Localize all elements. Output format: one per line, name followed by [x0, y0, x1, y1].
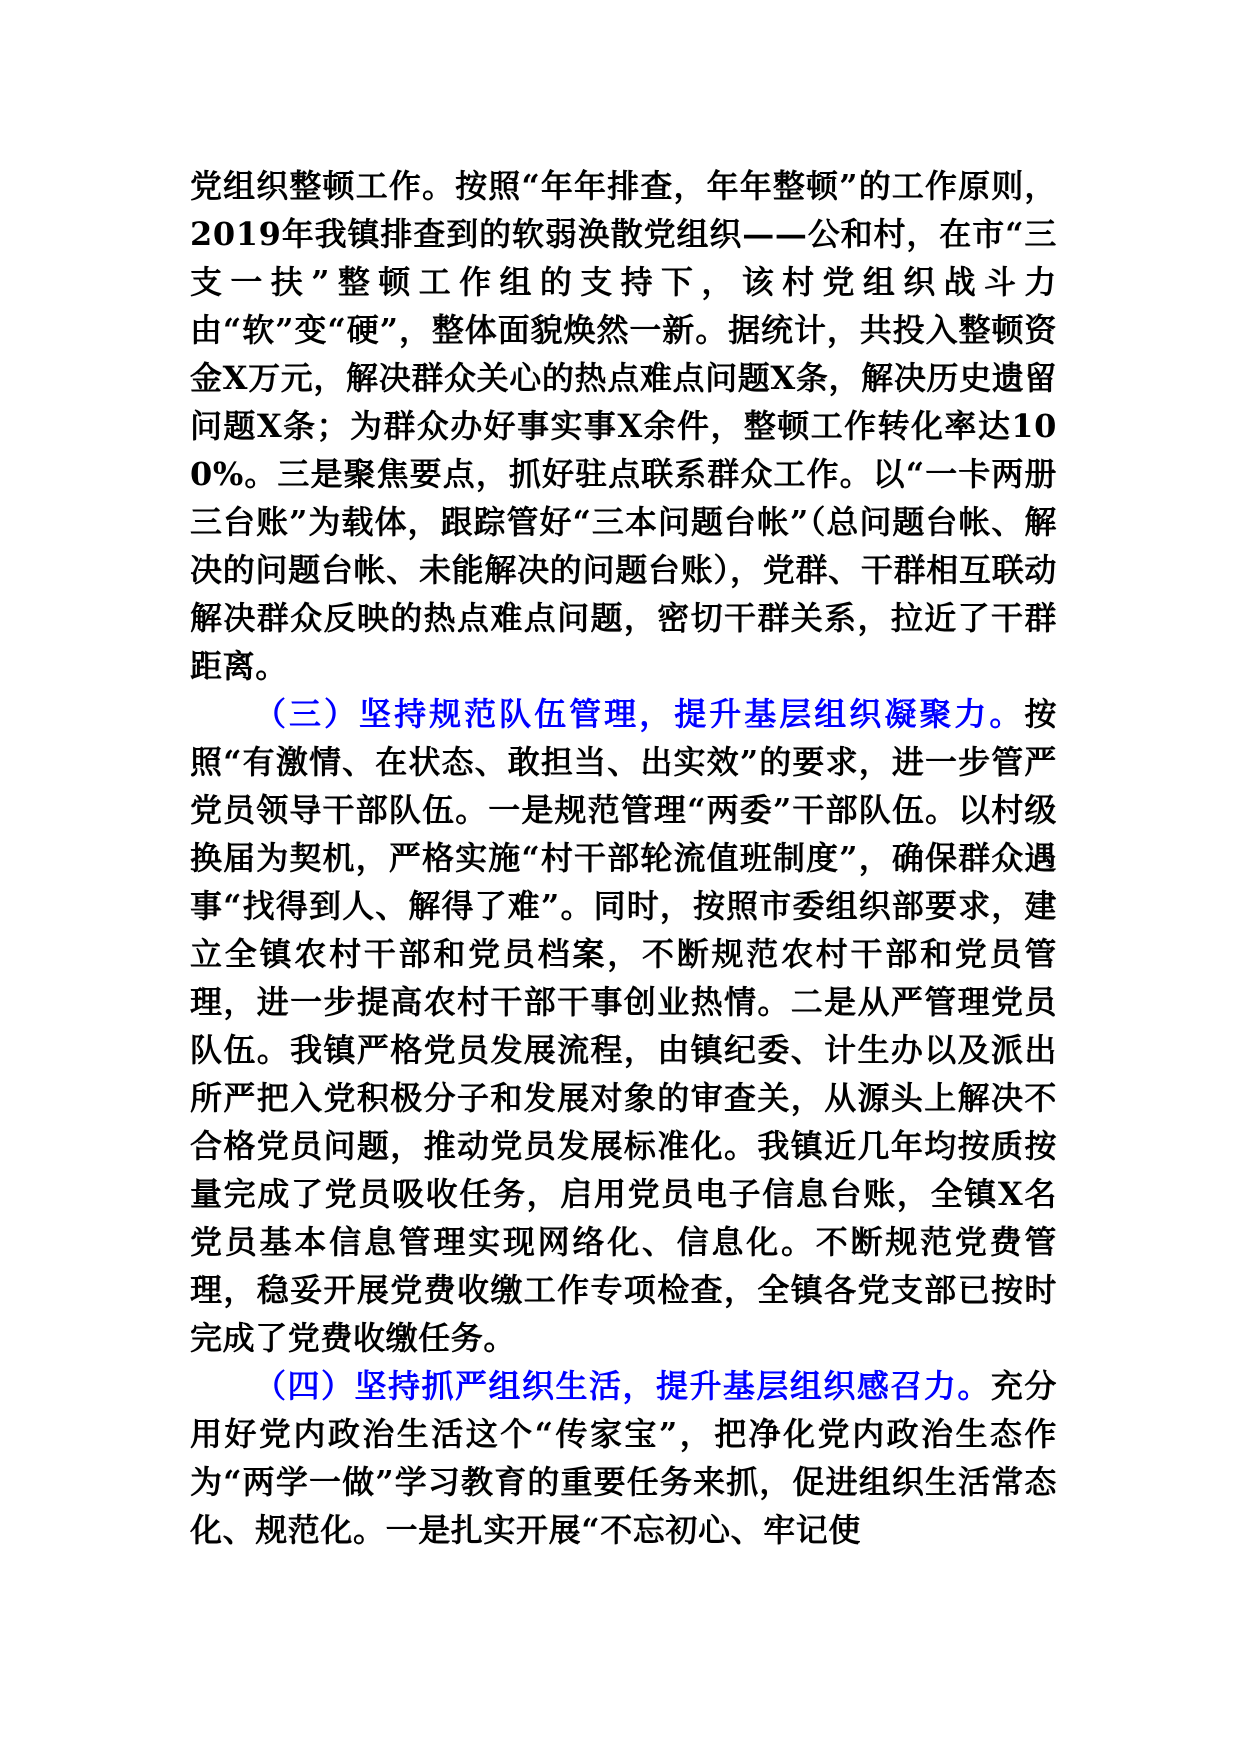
- section-heading-3: （三）坚持规范队伍管理，提升基层组织凝聚力。: [254, 695, 1025, 733]
- document-body: [190, 162, 1057, 1554]
- paragraph-text: 按照“有激情、在状态、敢担当、出实效”的要求，进一步管严党员领导干部队伍。一是规范管理“两委”干部队伍。以村级换届为契机，严格实施“村干部轮流值班制度”，确保群众遇事“找得到人、解得了难”。同时，按照市委组织部要求，建立全镇农村干部和党员档案，不断规范农村干部和党员管理，进一步提高农村干部干事创业热情。二是从严管理党员队伍。我镇严格党员发展流程，由镇纪委、计生办以及派出所严把入党积极分子和发展对象的审查关，从源头上解决不合格党员问题，推动党员发展标准化。我镇近几年均按质按量完成了党员吸收任务，启用党员电子信息台账，全镇X名党员基本信息管理实现网络化、信息化。不断规范党费管理，稳妥开展党费收缴工作专项检查，全镇各党支部已按时完成了党费收缴任务。: [190, 695, 1057, 1357]
- paragraph-section-3: [190, 690, 1057, 1362]
- paragraph-text: 充分用好党内政治生活这个“传家宝”，把净化党内政治生态作为“两学一做”学习教育的重要任务来抓，促进组织生活常态化、规范化。一是扎实开展“不忘初心、牢记使: [190, 1367, 1058, 1549]
- paragraph-text: 党组织整顿工作。按照“年年排查，年年整顿”的工作原则，2019年我镇排查到的软弱涣散党组织——公和村，在市“三支一扶”整顿工作组的支持下，该村党组织战斗力由“软”变“硬”，整体面貌焕然一新。据统计，共投入整顿资金X万元，解决群众关心的热点难点问题X条，解决历史遗留问题X条；为群众办好事实事X余件，整顿工作转化率达100%。三是聚焦要点，抓好驻点联系群众工作。以“一卡两册三台账”为载体，跟踪管好“三本问题台帐”（总问题台帐、解决的问题台帐、未能解决的问题台账），党群、干群相互联动解决群众反映的热点难点问题，密切干群关系，拉近了干群距离。: [190, 167, 1057, 685]
- section-heading-4: （四）坚持抓严组织生活，提升基层组织感召力。: [254, 1367, 991, 1405]
- paragraph-continuation: [190, 162, 1057, 690]
- paragraph-section-4: [190, 1362, 1057, 1554]
